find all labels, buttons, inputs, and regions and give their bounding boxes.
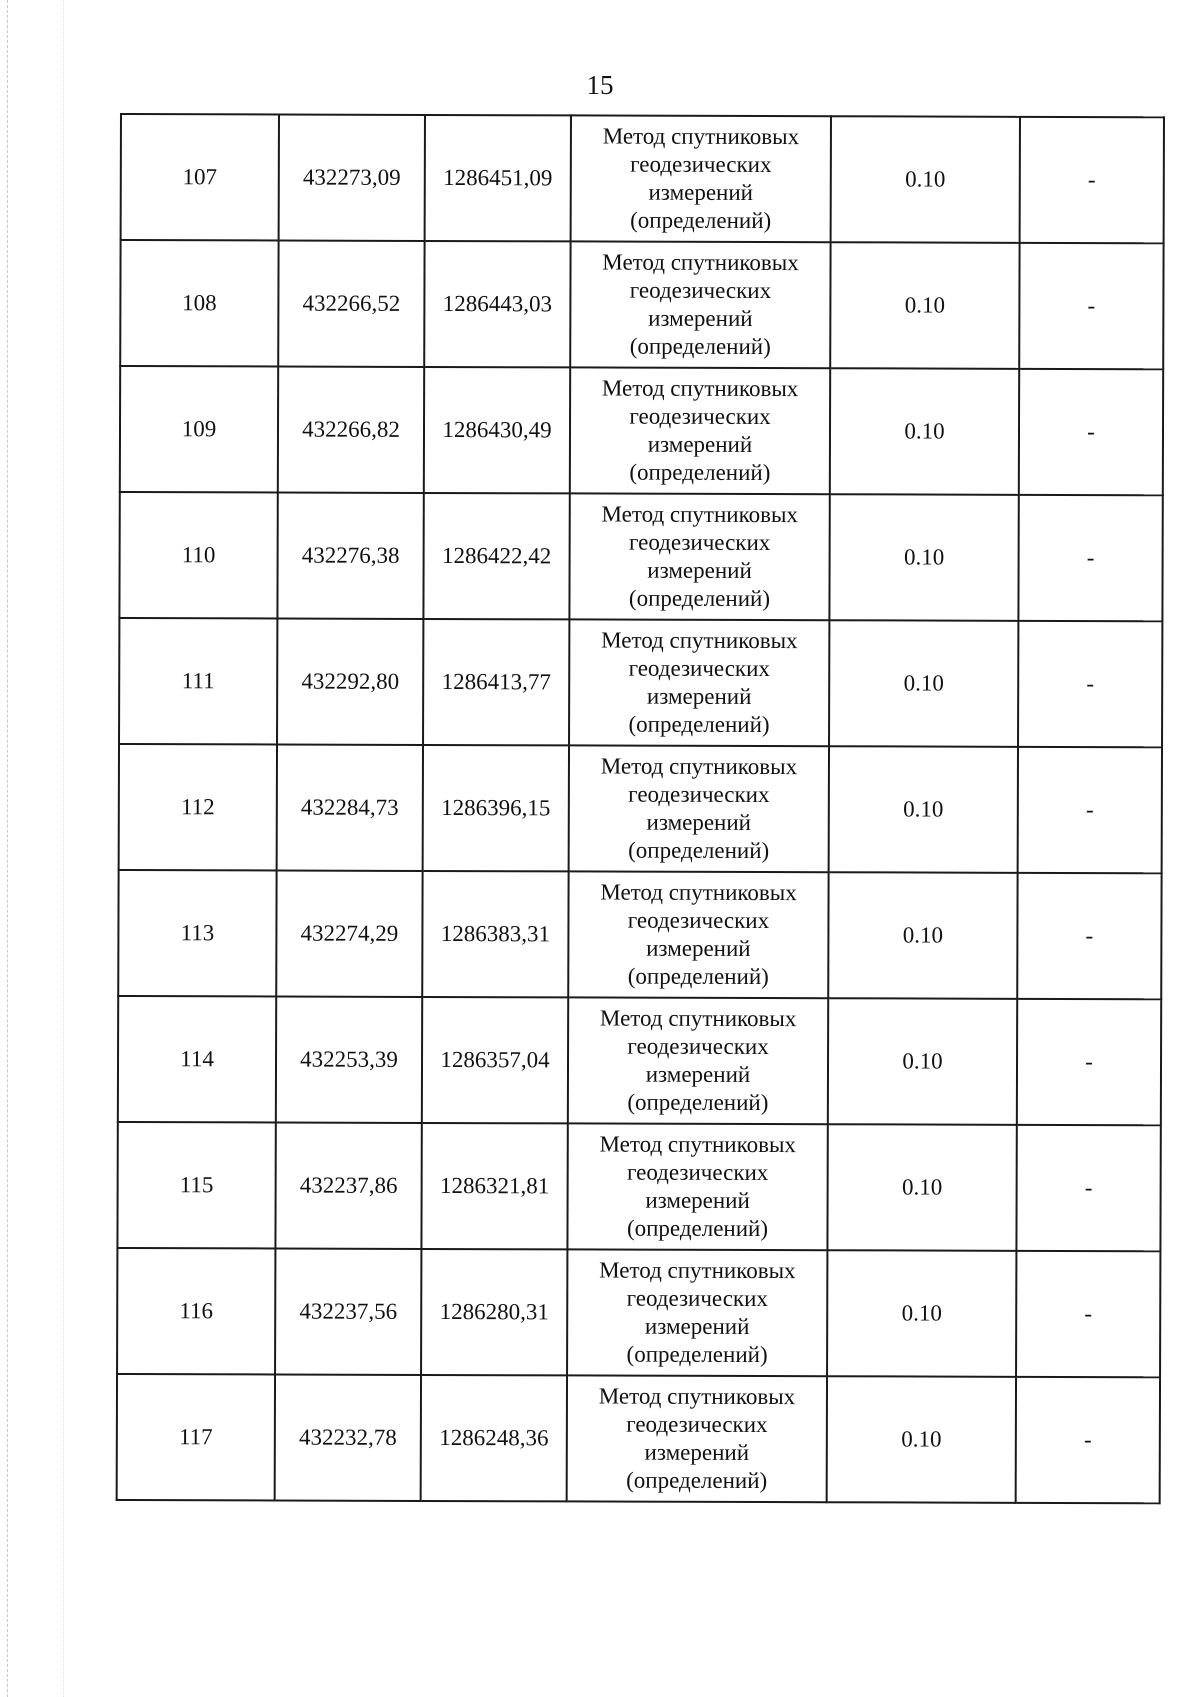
method-line: (определений) [626, 1467, 768, 1494]
method-line: (определений) [627, 963, 769, 990]
method-line: Метод спутниковых [598, 1383, 796, 1410]
method-cell [569, 493, 829, 620]
note-cell: - [1016, 1125, 1160, 1251]
page-number: 15 [586, 70, 614, 100]
method-line: измерений [645, 1061, 751, 1087]
method-line: Метод спутниковых [602, 249, 799, 276]
point-number-cell: 112 [119, 744, 277, 870]
table-row [118, 870, 1161, 999]
note-cell: - [1016, 1377, 1160, 1503]
method-line: измерений [648, 305, 753, 331]
y-coordinate-cell: 1286396,15 [423, 745, 569, 871]
method-line: измерений [646, 935, 751, 961]
accuracy-cell: 0.10 [828, 998, 1017, 1125]
accuracy-cell: 0.10 [828, 872, 1017, 999]
table-row [121, 114, 1164, 243]
method-line: (определений) [628, 585, 771, 612]
note-cell: - [1018, 495, 1162, 621]
point-number-cell: 117 [117, 1374, 275, 1500]
table-row [117, 1122, 1160, 1251]
method-cell [567, 1249, 827, 1376]
table-row [119, 618, 1162, 747]
method-line: геодезических [627, 1033, 769, 1060]
method-line: измерений [644, 1439, 750, 1465]
method-line: геодезических [629, 403, 771, 430]
method-line: геодезических [630, 151, 772, 178]
method-line: Метод спутниковых [600, 879, 797, 906]
method-cell [570, 367, 830, 494]
accuracy-cell: 0.10 [829, 620, 1018, 747]
method-line: геодезических [626, 1285, 768, 1312]
method-line: геодезических [628, 529, 771, 556]
point-number-cell: 110 [119, 492, 277, 618]
scan-edge-line [7, 0, 8, 1697]
table-row [119, 744, 1162, 873]
accuracy-cell: 0.10 [829, 494, 1018, 621]
method-line: геодезических [626, 1159, 769, 1186]
accuracy-cell: 0.10 [830, 242, 1019, 369]
table-row [118, 996, 1161, 1125]
coordinates-table [116, 113, 1165, 1504]
table-row [120, 240, 1163, 369]
method-line: геодезических [628, 781, 770, 808]
method-line: измерений [647, 431, 753, 457]
point-number-cell: 107 [121, 114, 279, 240]
method-line: (определений) [628, 837, 770, 864]
accuracy-cell: 0.10 [831, 116, 1020, 243]
method-line: измерений [647, 557, 752, 583]
method-line: (определений) [629, 459, 771, 486]
x-coordinate-cell: 432237,56 [275, 1248, 421, 1374]
method-line: измерений [645, 1187, 750, 1213]
method-line: геодезических [627, 907, 770, 934]
table-row [119, 492, 1162, 621]
method-cell [568, 871, 828, 998]
y-coordinate-cell: 1286430,49 [424, 367, 570, 493]
point-number-cell: 109 [120, 366, 278, 492]
point-number-cell: 116 [117, 1248, 275, 1374]
method-line: измерений [646, 809, 752, 835]
method-line: геодезических [629, 277, 772, 304]
y-coordinate-cell: 1286451,09 [425, 115, 571, 241]
x-coordinate-cell: 432292,80 [277, 618, 423, 744]
note-cell: - [1018, 747, 1162, 873]
accuracy-cell: 0.10 [830, 368, 1019, 495]
method-cell [568, 997, 828, 1124]
y-coordinate-cell: 1286413,77 [423, 619, 569, 745]
note-cell: - [1019, 243, 1163, 369]
y-coordinate-cell: 1286321,81 [421, 1123, 567, 1249]
accuracy-cell: 0.10 [827, 1124, 1016, 1251]
y-coordinate-cell: 1286280,31 [421, 1249, 567, 1375]
method-line: Метод спутниковых [601, 627, 798, 654]
method-line: измерений [646, 683, 752, 709]
note-cell: - [1016, 1251, 1160, 1377]
x-coordinate-cell: 432276,38 [277, 492, 423, 618]
method-line: Метод спутниковых [602, 123, 800, 150]
y-coordinate-cell: 1286248,36 [421, 1375, 567, 1501]
x-coordinate-cell: 432237,86 [275, 1122, 421, 1248]
x-coordinate-cell: 432274,29 [276, 870, 422, 996]
y-coordinate-cell: 1286357,04 [422, 997, 568, 1123]
method-line: Метод спутниковых [601, 375, 799, 402]
x-coordinate-cell: 432266,52 [278, 240, 424, 366]
x-coordinate-cell: 432284,73 [277, 744, 423, 870]
note-cell: - [1017, 873, 1161, 999]
accuracy-cell: 0.10 [829, 746, 1018, 873]
method-line: (определений) [626, 1215, 769, 1242]
accuracy-cell: 0.10 [827, 1376, 1016, 1503]
x-coordinate-cell: 432232,78 [275, 1374, 421, 1500]
note-cell: - [1019, 369, 1163, 495]
point-number-cell: 114 [118, 996, 276, 1122]
method-line: Метод спутниковых [599, 1005, 797, 1032]
point-number-cell: 111 [119, 618, 277, 744]
method-line: (определений) [629, 333, 771, 360]
x-coordinate-cell: 432253,39 [276, 996, 422, 1122]
method-cell [571, 115, 831, 242]
method-cell [567, 1375, 827, 1502]
note-cell: - [1018, 621, 1162, 747]
point-number-cell: 113 [118, 870, 276, 996]
y-coordinate-cell: 1286383,31 [422, 871, 568, 997]
method-line: (определений) [628, 711, 770, 738]
x-coordinate-cell: 432266,82 [278, 366, 424, 492]
note-cell: - [1020, 117, 1164, 243]
point-number-cell: 115 [117, 1122, 275, 1248]
y-coordinate-cell: 1286443,03 [424, 241, 570, 367]
method-line: геодезических [628, 655, 770, 682]
coordinates-table-body [117, 114, 1164, 1503]
method-line: (определений) [627, 1089, 769, 1116]
table-row [117, 1374, 1160, 1503]
accuracy-cell: 0.10 [827, 1250, 1016, 1377]
method-cell [569, 619, 829, 746]
table-row [117, 1248, 1160, 1377]
table-row [120, 366, 1163, 495]
method-line: (определений) [630, 207, 772, 234]
method-line: измерений [648, 179, 754, 205]
method-line: Метод спутниковых [599, 1257, 796, 1284]
method-line: геодезических [626, 1411, 768, 1438]
method-cell [570, 241, 830, 368]
point-number-cell: 108 [120, 240, 278, 366]
method-cell [569, 745, 829, 872]
note-cell: - [1017, 999, 1161, 1125]
x-coordinate-cell: 432273,09 [279, 114, 425, 240]
method-line: измерений [644, 1313, 750, 1339]
y-coordinate-cell: 1286422,42 [423, 493, 569, 619]
scan-edge-line [63, 0, 64, 1697]
method-line: Метод спутниковых [601, 501, 798, 528]
method-line: Метод спутниковых [600, 753, 798, 780]
method-line: (определений) [626, 1341, 768, 1368]
method-cell [567, 1123, 827, 1250]
method-line: Метод спутниковых [599, 1131, 797, 1158]
